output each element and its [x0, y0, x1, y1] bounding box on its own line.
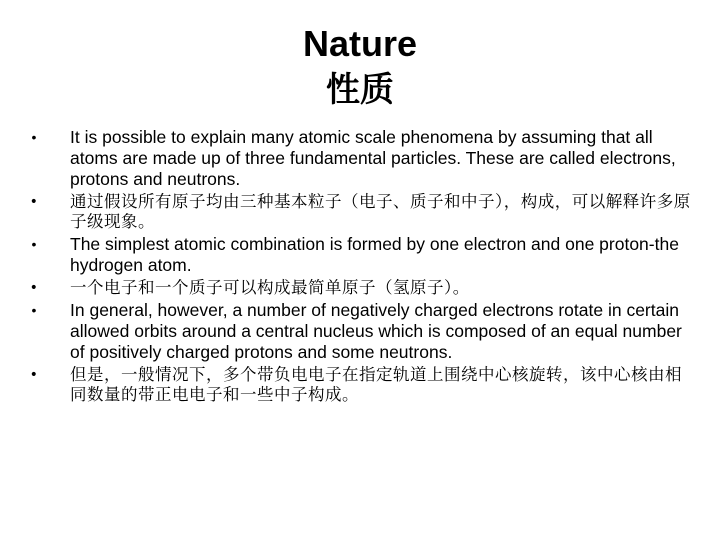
bullet-item: [28, 192, 692, 232]
bullet-marker: •: [31, 302, 37, 318]
bullet-item: [28, 365, 692, 405]
bullet-text: 但是，一般情况下，多个带负电电子在指定轨道上围绕中心核旋转，该中心核由相同数量的带正电电子和一些中子构成。: [70, 365, 682, 404]
bullet-list: [28, 127, 692, 407]
bullet-item: [28, 127, 692, 190]
bullet-text: In general, however, a number of negatively charged electrons rotate in certain allowed orbits around a central nucleus which is composed of an equal number of positively charged protons and some neutrons.: [70, 300, 682, 362]
slide-title: [0, 22, 720, 112]
bullet-marker: •: [31, 236, 37, 252]
bullet-item: [28, 234, 692, 276]
title-english: Nature: [302, 23, 418, 64]
bullet-text: 一个电子和一个质子可以构成最简单原子（氢原子）。: [70, 278, 470, 297]
bullet-text: The simplest atomic combination is formed by one electron and one proton‐the hydrogen atom.: [70, 234, 679, 275]
bullet-marker: •: [29, 194, 39, 210]
title-chinese: 性质: [326, 70, 394, 110]
bullet-marker: •: [29, 280, 39, 296]
bullet-text: 通过假设所有原子均由三种基本粒子（电子、质子和中子），构成，可以解释许多原子级现象。: [70, 192, 691, 231]
bullet-item: [28, 278, 692, 298]
bullet-marker: •: [29, 367, 39, 383]
bullet-text: It is possible to explain many atomic scale phenomena by assuming that all atoms are made up of three fundamental particles. These are called electrons, protons and neutrons.: [70, 127, 676, 189]
bullet-item: [28, 300, 692, 363]
bullet-marker: •: [31, 129, 37, 145]
